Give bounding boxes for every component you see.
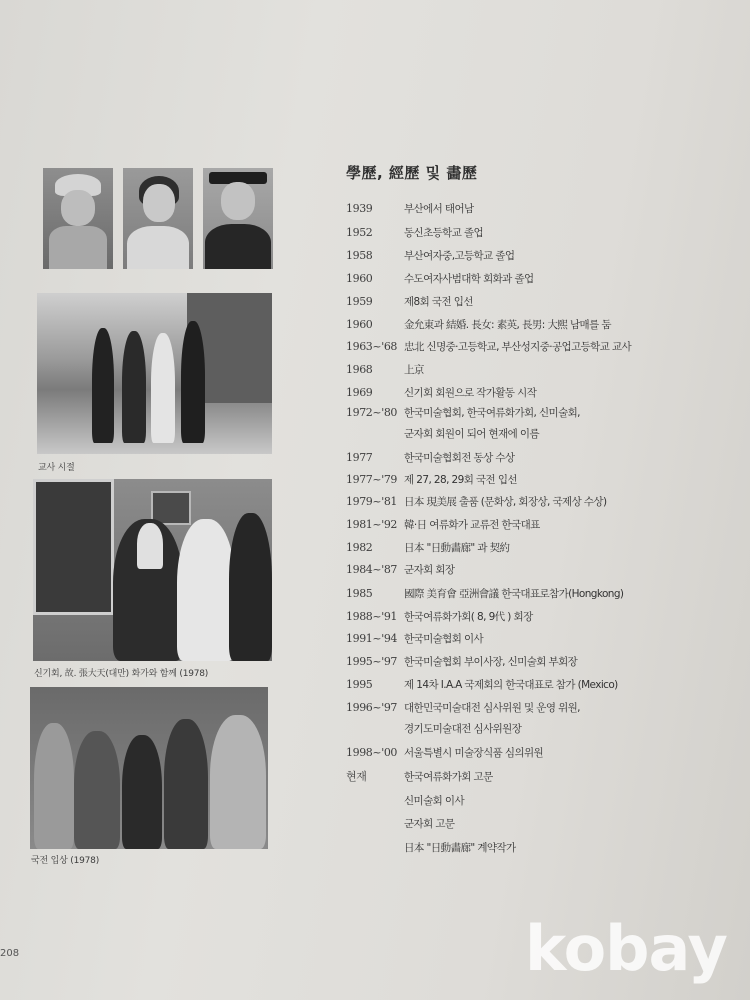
- timeline-entry: [346, 561, 696, 579]
- timeline-text: 上京: [404, 364, 424, 376]
- timeline-entry: [346, 471, 696, 489]
- timeline-entry: [346, 608, 696, 626]
- timeline-entry: [346, 792, 696, 810]
- timeline-entry: [346, 516, 696, 534]
- portrait-photo-girl: [123, 168, 193, 269]
- timeline-entry: [346, 720, 696, 738]
- timeline-year: 1979~'81: [346, 495, 398, 508]
- timeline-entry: [346, 338, 696, 356]
- timeline-text: 수도여자사범대학 회화과 졸업: [404, 273, 534, 285]
- timeline-entry: [346, 744, 696, 762]
- section-title: 學歷, 經歷 및 畵歷: [346, 164, 478, 182]
- timeline-year: 1977~'79: [346, 473, 398, 486]
- timeline-entry: [346, 676, 696, 694]
- timeline-text: 忠北 신명중·고등학교, 부산성지중·공업고등학교 교사: [404, 341, 632, 353]
- timeline-text: 한국미술협회전 동상 수상: [404, 452, 515, 464]
- timeline-text: 제 14차 I.A.A 국제회의 한국대표로 참가 (Mexico): [404, 679, 618, 691]
- timeline-entry: [346, 361, 696, 379]
- timeline-entry: [346, 316, 696, 334]
- timeline-text: 경기도미술대전 심사위원장: [404, 723, 522, 735]
- timeline-entry: [346, 247, 696, 265]
- timeline-entry: [346, 384, 696, 402]
- timeline-entry: [346, 224, 696, 242]
- timeline-text: 國際 美育會 亞洲會議 한국대표로참가(Hongkong): [404, 588, 624, 600]
- timeline-entry: [346, 768, 696, 786]
- timeline-year: 1996~'97: [346, 701, 398, 714]
- timeline-year: 1995~'97: [346, 655, 398, 668]
- caption-exhibition: 신기회, 故. 張大天(대만) 화가와 함께 (1978): [34, 669, 209, 679]
- timeline-text: 日本 "日動畵廊" 계약작가: [404, 842, 516, 854]
- timeline-entry: [346, 539, 696, 557]
- caption-gukjeon: 국전 입상 (1978): [31, 856, 100, 866]
- timeline-text: 日本 "日動畵廊" 과 契約: [404, 542, 510, 554]
- timeline-text: 金允東과 結婚. 長女: 素英, 長男: 大熙 남매를 둠: [404, 319, 611, 331]
- timeline-text: 한국미술협회 이사: [404, 633, 484, 645]
- portrait-photo-child: [43, 168, 113, 269]
- timeline-year: 1998~'00: [346, 746, 398, 759]
- photo-exhibition: [33, 479, 272, 661]
- timeline-entry: [346, 699, 696, 717]
- timeline-text: 신기회 회원으로 작가활동 시작: [404, 387, 537, 399]
- timeline-entry: [346, 404, 696, 422]
- timeline-year: 1995: [346, 678, 373, 691]
- timeline-year: 현재: [346, 770, 367, 783]
- timeline-year: 1952: [346, 226, 373, 239]
- timeline-year: 1960: [346, 318, 373, 331]
- timeline-entry: [346, 493, 696, 511]
- timeline-year: 1988~'91: [346, 610, 398, 623]
- timeline-text: 서울특별시 미술장식품 심의위원: [404, 747, 544, 759]
- timeline-text: 韓·日 여류화가 교류전 한국대표: [404, 519, 540, 531]
- timeline-year: 1939: [346, 202, 373, 215]
- timeline-year: 1959: [346, 295, 373, 308]
- timeline-year: 1969: [346, 386, 373, 399]
- photo-gukjeon: [30, 687, 268, 849]
- timeline-entry: [346, 200, 696, 218]
- timeline-year: 1968: [346, 363, 373, 376]
- timeline-year: 1991~'94: [346, 632, 398, 645]
- timeline-text: 신미술회 이사: [404, 795, 464, 807]
- timeline-text: 군자회 회원이 되어 현재에 이름: [404, 428, 540, 440]
- timeline-text: 한국여류화가회 고문: [404, 771, 493, 783]
- timeline-entry: [346, 270, 696, 288]
- timeline-entry: [346, 585, 696, 603]
- timeline-year: 1960: [346, 272, 373, 285]
- timeline-year: 1958: [346, 249, 373, 262]
- timeline-year: 1963~'68: [346, 340, 398, 353]
- photo-teacher-era: [37, 293, 272, 454]
- timeline-text: 한국미술협회, 한국여류화가회, 신미술회,: [404, 407, 580, 419]
- timeline-entry: [346, 815, 696, 833]
- timeline-year: 1985: [346, 587, 373, 600]
- timeline-entry: [346, 449, 696, 467]
- timeline-year: 1981~'92: [346, 518, 398, 531]
- timeline-year: 1972~'80: [346, 406, 398, 419]
- timeline-text: 제8회 국전 입선: [404, 296, 473, 308]
- timeline-text: 부산여자중,고등학교 졸업: [404, 250, 515, 262]
- timeline-entry: [346, 839, 696, 857]
- caption-teacher-era: 교사 시절: [38, 463, 75, 473]
- timeline-entry: [346, 425, 696, 443]
- timeline-year: 1977: [346, 451, 373, 464]
- watermark-logo: kobay: [525, 912, 727, 985]
- timeline-text: 동신초등학교 졸업: [404, 227, 484, 239]
- timeline-text: 대한민국미술대전 심사위원 및 운영 위원,: [404, 702, 580, 714]
- timeline-entry: [346, 293, 696, 311]
- timeline-text: 군자회 회장: [404, 564, 455, 576]
- timeline-text: 제 27, 28, 29회 국전 입선: [404, 474, 517, 486]
- timeline-entry: [346, 630, 696, 648]
- timeline-text: 日本 現美展 출품 (문화상, 회장상, 국제상 수상): [404, 496, 607, 508]
- portrait-photo-graduation: [203, 168, 273, 269]
- timeline-text: 한국미술협회 부이사장, 신미술회 부회장: [404, 656, 578, 668]
- timeline-text: 부산에서 태어남: [404, 203, 474, 215]
- page-number: 208: [0, 948, 20, 959]
- timeline-entry: [346, 653, 696, 671]
- timeline-year: 1982: [346, 541, 373, 554]
- timeline-text: 한국여류화가회( 8, 9代 ) 회장: [404, 611, 533, 623]
- timeline-text: 군자회 고문: [404, 818, 455, 830]
- timeline-year: 1984~'87: [346, 563, 398, 576]
